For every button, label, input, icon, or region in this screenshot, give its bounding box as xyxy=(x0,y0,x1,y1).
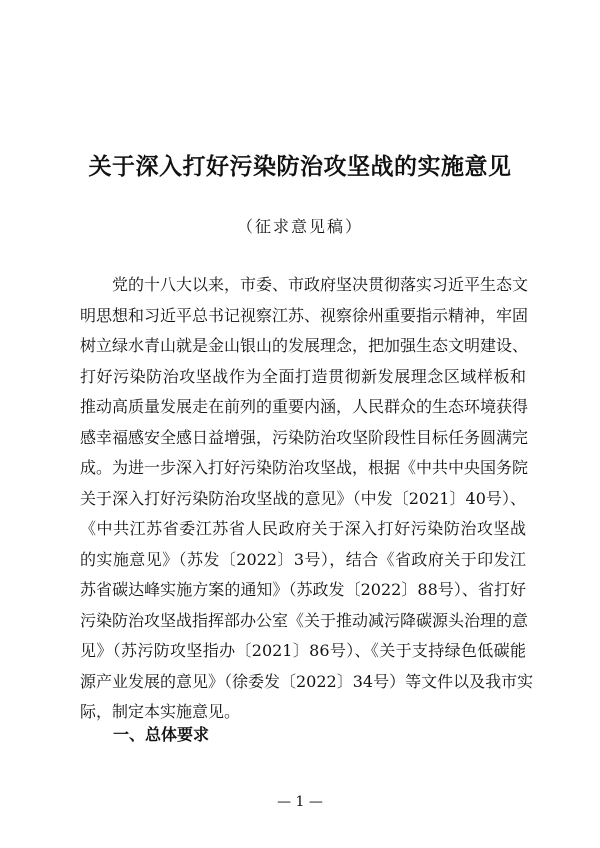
page-number: — 1 — xyxy=(277,794,323,810)
body-paragraph xyxy=(80,270,534,728)
document-title: 关于深入打好污染防治攻坚战的实施意见 xyxy=(88,153,512,180)
body-line: 成。为进一步深入打好污染防治攻坚战，根据《中共中央国务院 xyxy=(80,458,529,477)
body-line: 苏省碳达峰实施方案的通知》（苏政发〔2022〕88号）、省打好 xyxy=(80,580,526,599)
body-line: 际，制定本实施意见。 xyxy=(80,702,241,721)
body-line: 污染防治攻坚战指挥部办公室《关于推动减污降碳源头治理的意 xyxy=(80,610,529,630)
body-line: 明思想和习近平总书记视察江苏、视察徐州重要指示精神，牢固 xyxy=(80,305,529,325)
body-line: 感幸福感安全感日益增强，污染防治攻坚阶段性目标任务圆满完 xyxy=(80,427,529,447)
body-line: 树立绿水青山就是金山银山的发展理念，把加强生态文明建设、 xyxy=(80,336,529,355)
body-line: 源产业发展的意见》（徐委发〔2022〕34号）等文件以及我市实 xyxy=(80,671,534,691)
body-line: 见》（苏污防攻坚指办〔2021〕86号）、《关于支持绿色低碳能 xyxy=(80,641,526,660)
body-line: 的实施意见》（苏发〔2022〕3号），结合《省政府关于印发江 xyxy=(80,549,526,569)
section-heading: 一、总体要求 xyxy=(113,725,210,744)
document-subtitle: （征求意见稿） xyxy=(236,217,363,236)
body-line: 党的十八大以来，市委、市政府坚决贯彻落实习近平生态文 xyxy=(80,275,529,294)
body-line: 关于深入打好污染防治攻坚战的意见》（中发〔2021〕40号）、 xyxy=(80,488,526,508)
body-line: 推动高质量发展走在前列的重要内涵，人民群众的生态环境获得 xyxy=(80,397,529,416)
body-line: 打好污染防治攻坚战作为全面打造贯彻新发展理念区域样板和 xyxy=(80,366,526,386)
body-line: 《中共江苏省委江苏省人民政府关于深入打好污染防治攻坚战 xyxy=(80,519,526,538)
